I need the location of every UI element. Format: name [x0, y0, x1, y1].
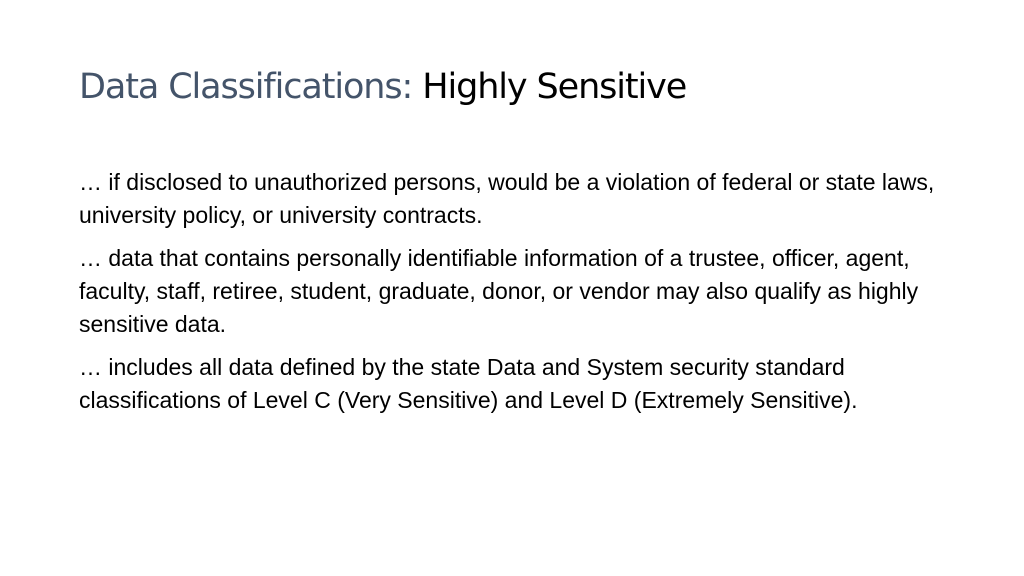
body-paragraph: … if disclosed to unauthorized persons, would be a violation of federal or state laws, university policy, or university contracts. — [79, 169, 935, 228]
title-emphasis: Highly Sensitive — [422, 67, 687, 107]
slide-title — [79, 62, 686, 112]
body-paragraph: … includes all data defined by the state Data and System security standard classifications of Level C (Very Sensitive) and Level D (Extremely Sensitive). — [79, 354, 858, 413]
slide-body — [79, 166, 959, 427]
body-paragraph: … data that contains personally identifiable information of a trustee, officer, agent, faculty, staff, retiree, student, graduate, donor, or vendor may also qualify as highly sensitive data. — [79, 245, 919, 337]
title-prefix: Data Classifications: — [79, 67, 423, 107]
